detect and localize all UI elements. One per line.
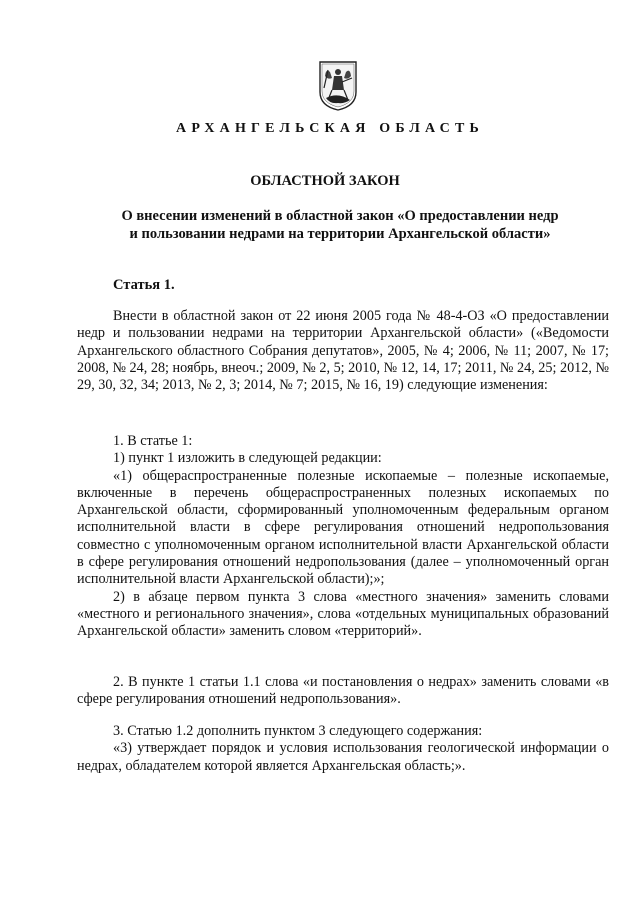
intro-paragraph <box>77 308 609 394</box>
item-2: 2. В пункте 1 статьи 1.1 слова «и постановления о недрах» заменить словами «в сфере регулирования отношений недропользования». <box>77 674 609 708</box>
item-1-1-text: «1) общераспространенные полезные ископаемые – полезные ископаемые, включенные в перечень общераспространенных полезных ископаемых по Архангельской области, сформированный уполномоченным федеральным органом исполнительной власти в сфере регулирования отношений недропользования совместно с уполномоченным органом исполнительной власти Архангельской области в сфере регулирования отношений недропользования (далее – уполномоченный орган исполнительной власти Архангельской области);»; <box>77 467 609 588</box>
document-title <box>80 207 600 243</box>
section-2 <box>77 674 609 709</box>
intro-text: Внести в областной закон от 22 июня 2005 года № 48-4-ОЗ «О предоставлении недр и пользовании недрами на территории Архангельской области» («Ведомости Архангельского областного Собрания депутатов», 2005, № 4; 2006, № 11; 2007, № 17; 2008, № 24, 28; ноябрь, внеоч.; 2009, № 2, 5; 2010, № 12, 14, 17; 2011, № 24, 25; 2012, № 29, 30, 32, 34; 2013, № 2, 3; 2014, № 7; 2015, № 16, 19) следующие изменения: <box>77 308 609 394</box>
item-3-heading: 3. Статью 1.2 дополнить пунктом 3 следующего содержания: <box>113 723 483 739</box>
document-title-line-1: О внесении изменений в областной закон «О предоставлении недр <box>121 208 559 224</box>
item-3-text: «3) утверждает порядок и условия использования геологической информации о недрах, обладателем которой является Архангельская область;». <box>77 740 609 774</box>
archangel-coat-of-arms-icon <box>316 58 360 112</box>
region-name: АРХАНГЕЛЬСКАЯ ОБЛАСТЬ <box>176 121 484 136</box>
section-1 <box>77 433 609 641</box>
item-1-heading: 1. В статье 1: <box>113 433 193 449</box>
article-title: Статья 1. <box>113 277 175 293</box>
item-1-1: 1) пункт 1 изложить в следующей редакции: <box>113 450 382 467</box>
item-1-2: 2) в абзаце первом пункта 3 слова «местного значения» заменить словами «местного и регионального значения», слова «отдельных муниципальных образований Архангельской области» заменить словом «территорий». <box>77 588 609 640</box>
document-type: ОБЛАСТНОЙ ЗАКОН <box>250 173 400 189</box>
document-title-line-2: и пользовании недрами на территории Архангельской области» <box>129 226 551 242</box>
section-3 <box>77 723 609 775</box>
